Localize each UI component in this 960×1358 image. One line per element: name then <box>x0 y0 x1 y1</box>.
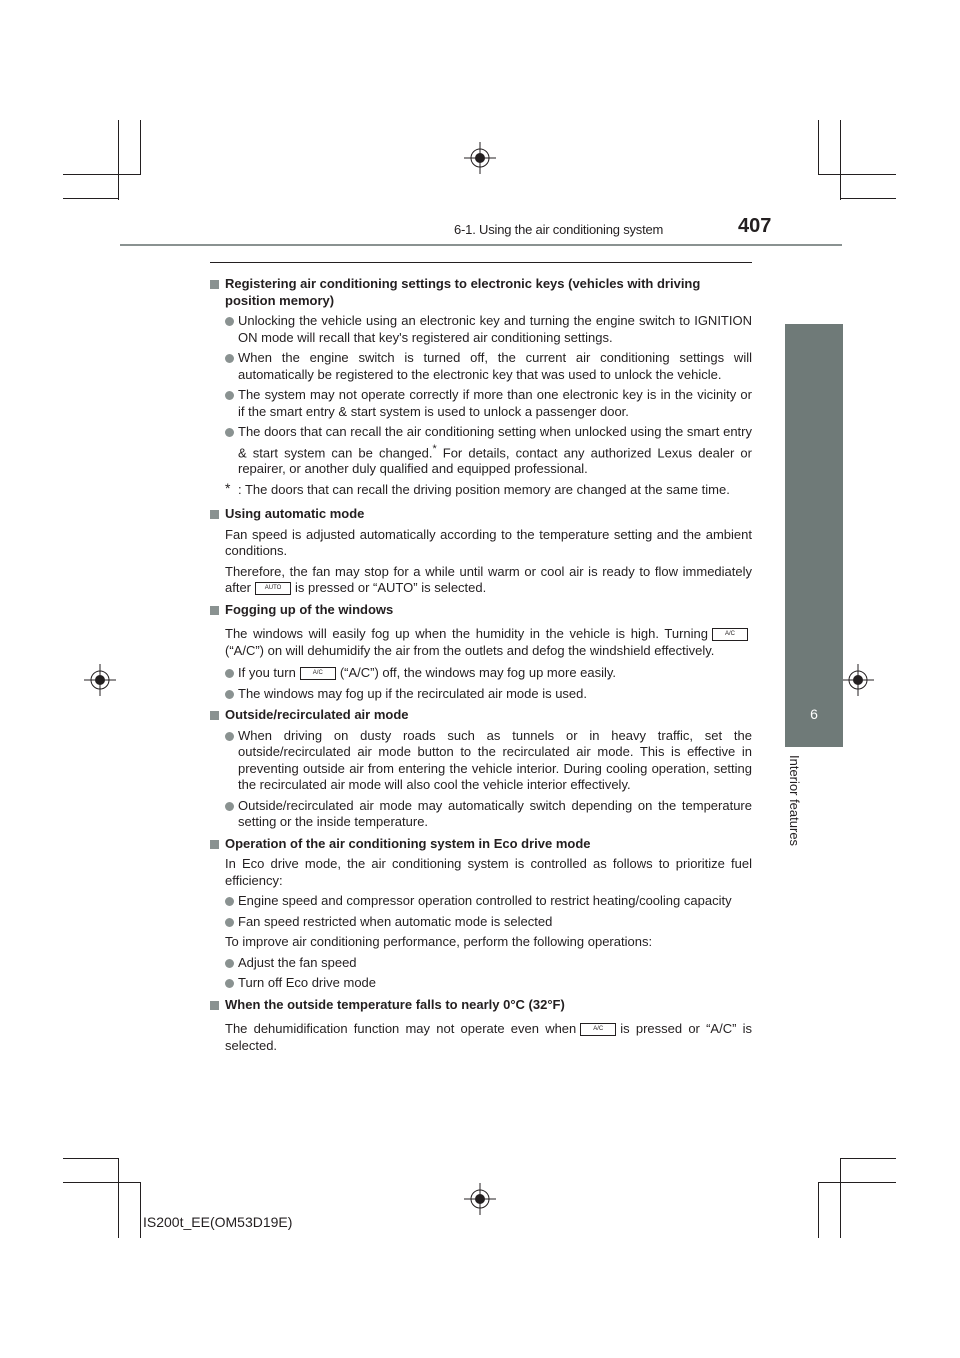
bullet-item <box>210 955 752 972</box>
square-bullet-icon <box>210 711 219 720</box>
paragraph <box>210 626 752 659</box>
bullet-item <box>210 893 752 910</box>
bullet-icon <box>225 690 234 699</box>
paragraph: In Eco drive mode, the air conditioning system is controlled as follows to prioritize fuel efficiency: <box>225 856 752 888</box>
paragraph-text: (“A/C”) on will dehumidify the air from the outlets and defog the windshield effectively. <box>225 642 715 658</box>
section-heading <box>210 506 752 523</box>
footnote-text: : The doors that can recall the driving position memory are changed at the same time. <box>238 481 730 497</box>
bullet-text: When the engine switch is turned off, the current air conditioning settings will automatically be registered to the electronic key that was used to unlock the vehicle. <box>238 350 752 382</box>
document-code: IS200t_EE(OM53D19E) <box>143 1214 293 1230</box>
section-heading <box>210 707 752 724</box>
heading-text: Operation of the air conditioning system in Eco drive mode <box>225 835 591 851</box>
heading-text: When the outside temperature falls to nearly 0°C (32°F) <box>225 996 565 1012</box>
registration-mark-icon <box>464 142 496 174</box>
bullet-icon <box>225 732 234 741</box>
bullet-text: Turn off Eco drive mode <box>238 975 377 991</box>
heading-text: Outside/recirculated air mode <box>225 707 409 723</box>
registration-mark-icon <box>84 664 116 696</box>
bullet-icon <box>225 391 234 400</box>
section-title: 6-1. Using the air conditioning system <box>454 222 664 237</box>
paragraph: To improve air conditioning performance, perform the following operations: <box>225 934 653 950</box>
chapter-tab <box>785 324 843 747</box>
paragraph-text: The windows will easily fog up when the humidity in the vehicle is high. Turning <box>225 626 708 642</box>
bullet-text: The windows may fog up if the recirculated air mode is used. <box>238 685 588 701</box>
bullet-item <box>210 665 752 682</box>
page-number: 407 <box>738 215 772 237</box>
bullet-text: Unlocking the vehicle using an electronic key and turning the engine switch to IGNITION ON mode will recall that key's registered air conditioning settings. <box>238 313 752 345</box>
auto-button-icon: AUTO <box>255 582 291 595</box>
section-heading <box>210 276 752 309</box>
bullet-icon <box>225 317 234 326</box>
bullet-item <box>210 686 752 703</box>
bullet-icon <box>225 897 234 906</box>
bullet-icon <box>225 669 234 678</box>
bullet-text: Engine speed and compressor operation controlled to restrict heating/cooling capacity <box>238 893 732 909</box>
square-bullet-icon <box>210 840 219 849</box>
square-bullet-icon <box>210 510 219 519</box>
bullet-icon <box>225 802 234 811</box>
bullet-item <box>210 424 752 478</box>
heading-text: Registering air conditioning settings to electronic keys (vehicles with driving position memory) <box>225 276 701 308</box>
registration-mark-icon <box>464 1183 496 1215</box>
bullet-item <box>210 313 752 346</box>
registration-mark-icon <box>842 664 874 696</box>
header-divider <box>120 244 842 246</box>
footnote <box>210 479 752 499</box>
bullet-text: When driving on dusty roads such as tunnels or in heavy traffic, set the outside/recirculated air mode button to the recirculated air mode. This is effective in preventing outside air from entering the vehicle interior. During cooling operation, setting the recirculated air mode will also cool the vehicle interior effectively. <box>238 727 752 793</box>
bullet-icon <box>225 918 234 927</box>
heading-text: Fogging up of the windows <box>225 601 394 617</box>
bullet-icon <box>225 979 234 988</box>
bullet-icon <box>225 959 234 968</box>
main-content <box>210 262 752 1054</box>
ac-button-icon: A/C <box>300 667 336 680</box>
chapter-label-text: Interior features <box>787 755 802 847</box>
bullet-text: If you turn <box>238 665 296 681</box>
paragraph-text: Therefore, the fan may stop for a while until warm or cool air is ready to flow immediately after <box>225 563 752 596</box>
paragraph-text: is pressed or “A/C” is selected. <box>225 1021 752 1053</box>
bullet-item <box>210 350 752 383</box>
ac-button-icon: A/C <box>712 628 748 641</box>
bullet-item <box>210 975 752 992</box>
chapter-number: 6 <box>810 706 818 722</box>
section-heading <box>210 836 752 853</box>
square-bullet-icon <box>210 606 219 615</box>
section-heading <box>210 602 752 619</box>
chapter-label <box>784 755 804 865</box>
section-heading <box>210 997 752 1014</box>
bullet-icon <box>225 428 234 437</box>
footnote-marker: * <box>432 442 437 455</box>
bullet-text: The doors that can recall the air conditioning setting when unlocked using the smart entry & start system can be changed. <box>238 424 752 460</box>
square-bullet-icon <box>210 1001 219 1010</box>
bullet-item <box>210 728 752 794</box>
footnote-marker: * <box>225 479 231 496</box>
bullet-text: Outside/recirculated air mode may automatically switch depending on the temperature setting or the inside temperature. <box>238 797 752 830</box>
bullet-text: Fan speed restricted when automatic mode is selected <box>238 913 553 929</box>
bullet-text: Adjust the fan speed <box>238 954 357 970</box>
paragraph <box>210 1021 752 1054</box>
paragraph: Fan speed is adjusted automatically according to the temperature setting and the ambient conditions. <box>225 526 752 559</box>
square-bullet-icon <box>210 280 219 289</box>
bullet-text: The system may not operate correctly if more than one electronic key is in the vicinity or if the smart entry & start system is used to unlock a passenger door. <box>238 387 752 419</box>
ac-button-icon: A/C <box>580 1023 616 1036</box>
paragraph <box>210 564 752 597</box>
paragraph-text: The dehumidification function may not operate even when <box>225 1021 577 1037</box>
bullet-text: For details, contact any authorized Lexus dealer or repairer, or another duly qualified and equipped professional. <box>238 444 752 477</box>
bullet-icon <box>225 354 234 363</box>
bullet-item <box>210 798 752 831</box>
bullet-item <box>210 914 752 931</box>
paragraph-text: is pressed or “AUTO” is selected. <box>295 580 487 596</box>
bullet-text: (“A/C”) off, the windows may fog up more easily. <box>339 665 617 681</box>
heading-text: Using automatic mode <box>225 506 365 522</box>
bullet-item <box>210 387 752 420</box>
